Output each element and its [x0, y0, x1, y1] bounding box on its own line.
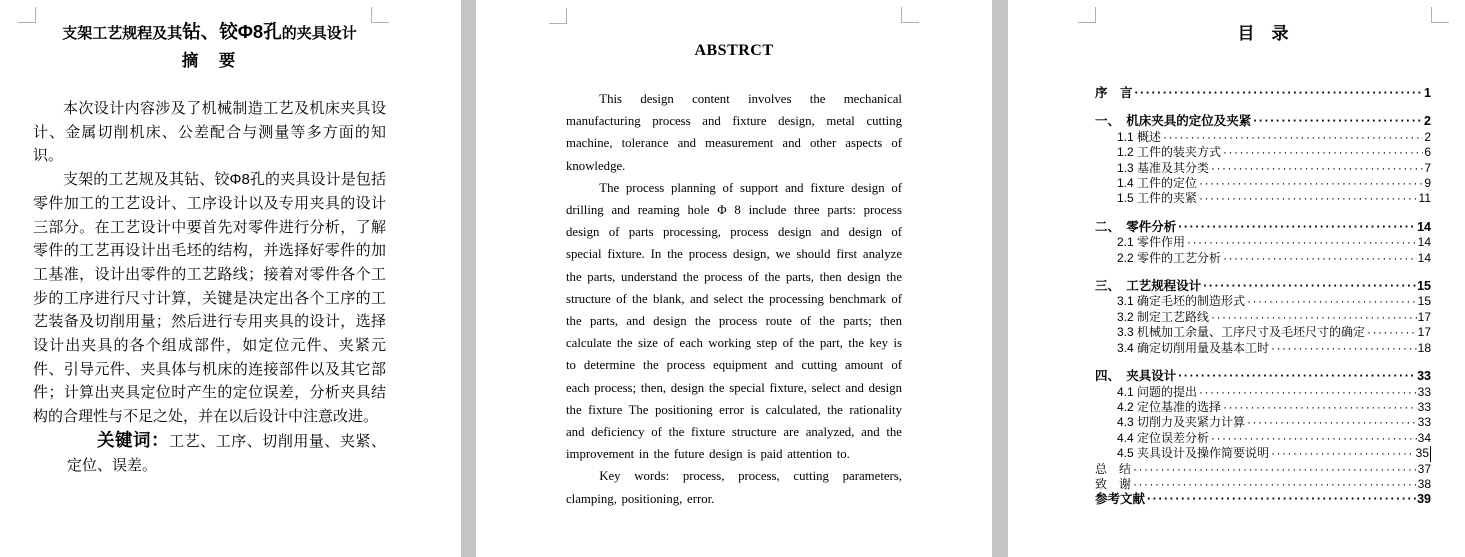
toc-entry-label: 二、 零件分析 — [1095, 219, 1177, 234]
toc-leader-dots — [1178, 220, 1416, 235]
toc-entry[interactable] — [1095, 145, 1431, 160]
toc-entry[interactable] — [1095, 477, 1431, 492]
toc-leader-dots — [1133, 462, 1417, 477]
toc-leader-dots — [1178, 369, 1416, 384]
abstract-en-heading: ABSTRCT — [694, 42, 774, 59]
toc-entry-page-number: 15 — [1417, 279, 1431, 294]
toc-entry-label: 1.5 工件的夹紧 — [1117, 191, 1198, 206]
toc-entry-page-number: 7 — [1424, 160, 1431, 175]
toc-entry-page-number: 11 — [1418, 191, 1431, 206]
abstract-cn-paragraph: 支架的工艺规及其钻、铰Φ8孔的夹具设计是包括零件加工的工艺设计、工序设计以及专用夹具的设计三部分。在工艺设计中要首先对零件进行分析，了解零件的工艺再设计出毛坯的结构，并选择好零件的加工基准，设计出零件的工艺路线；接着对零件各个工步的工序进行尺寸计算，关键是决定出各个工序的工艺装备及切削用量；然后进行专用夹具的设计，选择设计出夹具的各个组成部件，如定位元件、夹紧元件、引导元件、夹具体与机床的连接部件以及其它部件；计算出夹具定位时产生的定位误差，分析夹具结构的合理性与不足之处，并在以后设计中注意改进。 — [33, 171, 386, 426]
abstract-en-content — [566, 40, 902, 510]
toc-entry-page-number: 17 — [1417, 309, 1431, 324]
toc-entry[interactable] — [1095, 431, 1431, 446]
abstract-cn-content — [33, 20, 386, 477]
page-abstract-cn[interactable] — [0, 0, 461, 557]
thesis-title-prefix: 支架工艺规程及其 — [62, 25, 183, 42]
toc-entry-label: 1.2 工件的装夹方式 — [1117, 145, 1222, 160]
toc-leader-dots — [1271, 446, 1415, 461]
toc-entry-page-number: 33 — [1417, 369, 1431, 384]
toc-entry[interactable] — [1095, 235, 1431, 250]
toc-entry[interactable] — [1095, 161, 1431, 176]
toc-entry-label: 序 言 — [1095, 86, 1133, 100]
toc-entry-page-number: 9 — [1424, 176, 1431, 191]
toc-leader-dots — [1223, 400, 1417, 415]
toc-entry[interactable] — [1095, 310, 1431, 325]
margin-mark-page2-top-right — [901, 7, 919, 23]
toc-entry-label: 1.3 基准及其分类 — [1117, 160, 1210, 175]
toc-leader-dots — [1163, 130, 1423, 145]
thesis-title — [33, 20, 386, 46]
thesis-title-suffix: 的夹具设计 — [281, 25, 357, 42]
toc-entry[interactable] — [1095, 176, 1431, 191]
toc-entry-label: 三、 工艺规程设计 — [1095, 279, 1202, 294]
toc-entry-page-number: 37 — [1417, 461, 1431, 476]
toc-entry-page-number: 14 — [1417, 219, 1431, 234]
toc-leader-dots — [1247, 294, 1417, 309]
toc-entry[interactable] — [1095, 114, 1431, 129]
toc-entry-label: 4.1 问题的提出 — [1117, 384, 1198, 399]
toc-leader-dots — [1253, 114, 1423, 129]
thesis-title-emphasis: 钻、铰Φ8孔 — [182, 21, 282, 42]
toc-list — [1095, 86, 1431, 508]
toc-entry-label: 四、 夹具设计 — [1095, 369, 1177, 384]
toc-entry-label: 3.2 制定工艺路线 — [1117, 309, 1210, 324]
abstract-en-body — [566, 88, 902, 510]
toc-leader-dots — [1199, 176, 1423, 191]
toc-entry[interactable] — [1095, 86, 1431, 101]
toc-entry-label: 致 谢 — [1095, 476, 1132, 491]
toc-entry-label: 4.2 定位基准的选择 — [1117, 399, 1222, 414]
toc-heading: 目 录 — [1237, 24, 1289, 43]
toc-entry-label: 参考文献 — [1095, 492, 1146, 507]
toc-leader-dots — [1211, 161, 1423, 176]
toc-entry-label: 1.1 概述 — [1117, 129, 1162, 144]
toc-entry-page-number: 33 — [1417, 384, 1431, 399]
toc-leader-dots — [1247, 415, 1417, 430]
toc-leader-dots — [1135, 86, 1424, 101]
toc-entry[interactable] — [1095, 325, 1431, 340]
abstract-en-paragraph: This design content involves the mechanical manufacturing process and fixture design, metal cutting machine, tolerance and measurement and other aspects of knowledge. — [566, 92, 902, 173]
toc-entry-page-number: 39 — [1417, 492, 1431, 507]
keywords-label-cn: 关键词： — [97, 429, 170, 450]
toc-entry-label: 3.3 机械加工余量、工序尺寸及毛坯尺寸的确定 — [1117, 325, 1366, 340]
toc-entry-label: 4.4 定位误差分析 — [1117, 430, 1210, 445]
keywords-line-en: Key words: process, process, cutting parameters, clamping, positioning, error. — [566, 469, 902, 506]
margin-mark-page2-top-left — [549, 8, 567, 24]
toc-entry-label: 2.2 零件的工艺分析 — [1117, 250, 1222, 265]
keywords-line-cn — [33, 429, 386, 477]
toc-entry-page-number: 38 — [1417, 476, 1431, 491]
toc-leader-dots — [1199, 385, 1417, 400]
toc-entry[interactable] — [1095, 462, 1431, 477]
toc-entry-page-number: 33 — [1417, 415, 1431, 430]
toc-entry-page-number: 18 — [1417, 340, 1431, 355]
toc-entry-page-number: 2 — [1424, 129, 1431, 144]
toc-leader-dots — [1187, 235, 1417, 250]
toc-entry[interactable] — [1095, 492, 1431, 507]
toc-entry-page-number: 14 — [1417, 235, 1431, 250]
toc-entry-label: 2.1 零件作用 — [1117, 235, 1186, 250]
toc-entry[interactable] — [1095, 251, 1431, 266]
toc-content — [1095, 22, 1431, 508]
toc-leader-dots — [1367, 325, 1417, 340]
abstract-en-paragraph: The process planning of support and fixture design of drilling and reaming hole Φ 8 include three parts: process design of parts processing, process design and design of special fixture. In the process design, we should first analyze the parts, understand the process of the parts, then design the structure of the blank, and select the processing benchmark of the parts, and design the process route of the parts; then calculate the size of each working step of the part, the key is to determine the process equipment and cutting amount of each process; then, design the special fixture, select and design the fixture The positioning error is calculated, the rationality and deficiency of the fixture structure are analyzed, and the improvement in the future design is paid attention to. — [566, 180, 902, 462]
toc-entry[interactable] — [1095, 415, 1431, 430]
toc-entry-page-number: 6 — [1424, 145, 1431, 160]
abstract-cn-heading: 摘 要 — [181, 52, 238, 70]
toc-entry-label: 4.3 切削力及夹紧力计算 — [1117, 415, 1246, 430]
toc-entry-label: 1.4 工件的定位 — [1117, 176, 1198, 191]
page-abstract-en[interactable] — [476, 0, 992, 557]
toc-entry-page-number: 14 — [1417, 250, 1431, 265]
toc-entry-page-number: 34 — [1417, 430, 1431, 445]
toc-entry-page-number: 17 — [1417, 325, 1431, 340]
toc-entry[interactable] — [1095, 191, 1431, 206]
toc-entry[interactable] — [1095, 130, 1431, 145]
toc-entry[interactable] — [1095, 369, 1431, 384]
page-separator — [461, 0, 476, 557]
toc-entry[interactable] — [1095, 385, 1431, 400]
toc-leader-dots — [1211, 310, 1417, 325]
margin-mark-page3-top-right — [1431, 7, 1449, 23]
toc-entry-label: 4.5 夹具设计及操作简要说明 — [1117, 446, 1270, 461]
margin-mark-page3-top-left — [1078, 7, 1096, 23]
toc-entry-label: 3.1 确定毛坯的制造形式 — [1117, 294, 1246, 309]
toc-leader-dots — [1211, 431, 1417, 446]
page-separator — [992, 0, 1008, 557]
margin-mark-page1-top-right — [371, 7, 389, 23]
toc-leader-dots — [1199, 191, 1418, 206]
toc-entry-page-number: 2 — [1424, 114, 1431, 129]
toc-entry[interactable] — [1095, 446, 1431, 461]
toc-entry[interactable] — [1095, 294, 1431, 309]
toc-entry[interactable] — [1095, 220, 1431, 235]
toc-entry-page-number: 15 — [1417, 294, 1431, 309]
toc-entry[interactable] — [1095, 400, 1431, 415]
margin-mark-page1-top-left — [18, 7, 36, 23]
toc-leader-dots — [1203, 279, 1416, 294]
toc-leader-dots — [1271, 341, 1417, 356]
toc-entry-page-number: 1 — [1424, 86, 1431, 100]
toc-entry-page-number: 35 — [1415, 446, 1429, 461]
abstract-cn-body — [33, 97, 386, 477]
toc-entry-page-number: 33 — [1417, 399, 1431, 414]
toc-entry[interactable] — [1095, 279, 1431, 294]
toc-entry-label: 3.4 确定切削用量及基本工时 — [1117, 340, 1270, 355]
toc-entry[interactable] — [1095, 341, 1431, 356]
toc-leader-dots — [1223, 145, 1423, 160]
toc-leader-dots — [1147, 492, 1416, 507]
toc-entry-label: 一、 机床夹具的定位及夹紧 — [1095, 114, 1252, 129]
toc-leader-dots — [1133, 477, 1417, 492]
toc-leader-dots — [1223, 251, 1417, 266]
keywords-text-cn: 工艺、工序、切削用量、夹紧、定位、误差。 — [67, 432, 386, 474]
abstract-cn-paragraph: 本次设计内容涉及了机械制造工艺及机床夹具设计、金属切削机床、公差配合与测量等多方面的知识。 — [33, 100, 386, 165]
toc-entry-label: 总 结 — [1095, 461, 1132, 476]
page-toc[interactable] — [1008, 0, 1465, 557]
